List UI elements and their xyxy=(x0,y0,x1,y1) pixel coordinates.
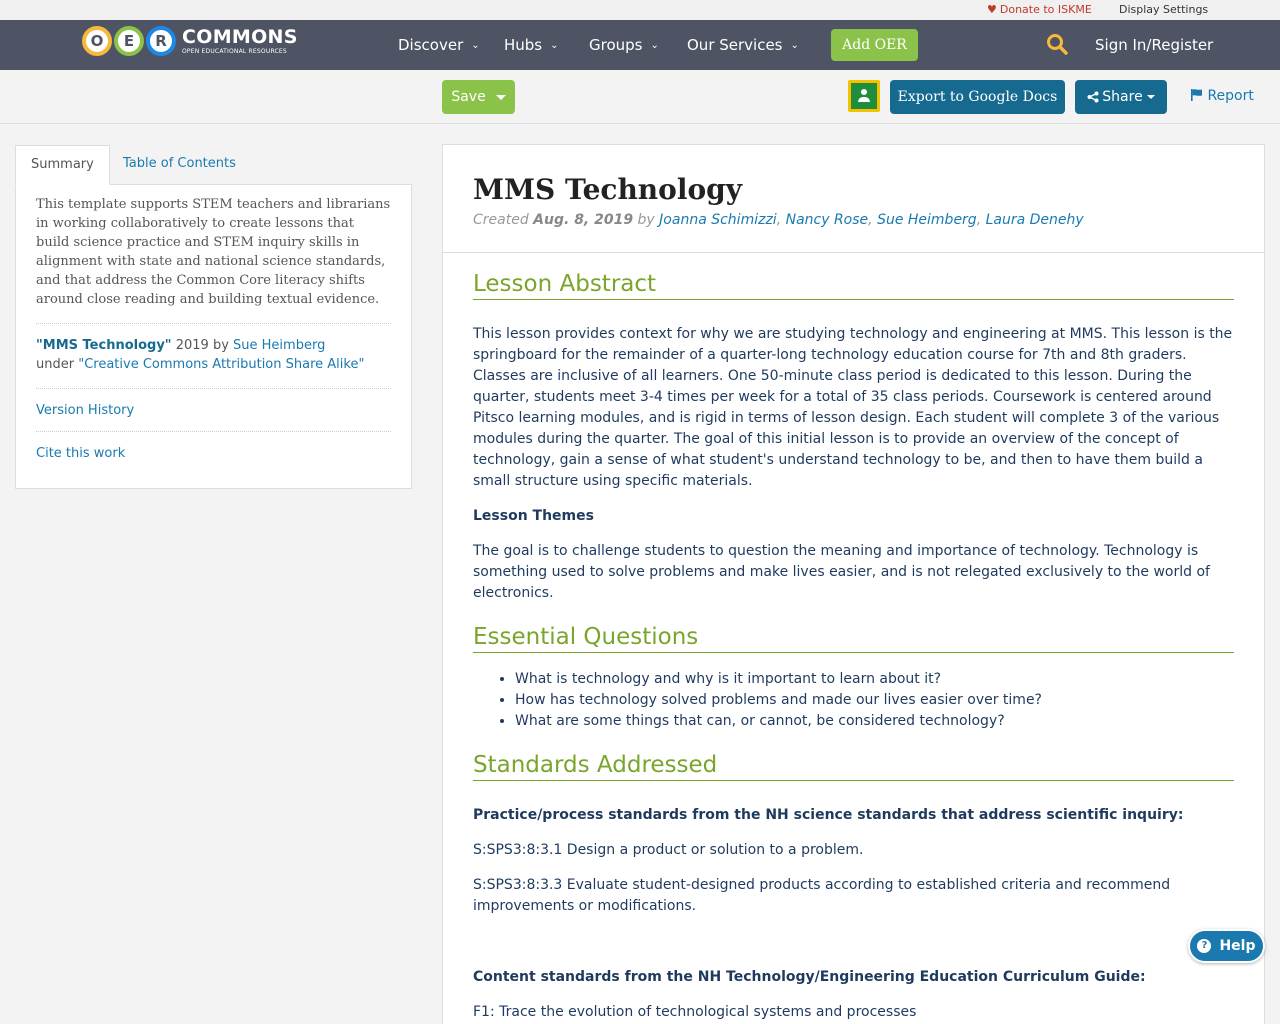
logo-letter-o: O xyxy=(82,26,112,56)
standard-item: S:SPS3:8:3.1 Design a product or solution to a problem. xyxy=(473,842,864,858)
utility-bar xyxy=(0,0,1280,20)
display-settings-link[interactable]: Display Settings xyxy=(1119,3,1209,16)
author-link[interactable]: Joanna Schimizzi xyxy=(659,212,777,228)
nav-our-services[interactable] xyxy=(687,36,799,54)
share-label: Share xyxy=(1102,89,1143,105)
nav-groups[interactable] xyxy=(589,36,659,54)
resource-toolbar xyxy=(0,70,1280,124)
license-info xyxy=(36,324,391,389)
nav-hubs-label: Hubs xyxy=(504,36,543,54)
google-classroom-icon[interactable] xyxy=(848,80,880,112)
content-standards-label: Content standards from the NH Technology/Engineering Education Curriculum Guide: xyxy=(473,969,1146,985)
report-label: Report xyxy=(1207,88,1254,104)
nav-hubs[interactable] xyxy=(504,36,559,54)
resource-meta: Created Aug. 8, 2019 by Joanna Schimizzi, Nancy Rose, Sue Heimberg, Laura Denehy xyxy=(473,212,1084,228)
nav-discover[interactable] xyxy=(398,36,480,54)
nav-services-label: Our Services xyxy=(687,36,783,54)
chevron-down-icon: ⌄ xyxy=(650,40,659,51)
created-date: Aug. 8, 2019 xyxy=(533,212,634,228)
sidebar-tabs xyxy=(15,145,412,184)
cite-this-work-link[interactable]: Cite this work xyxy=(36,446,126,461)
author-link[interactable]: Nancy Rose xyxy=(785,212,869,228)
search-icon[interactable] xyxy=(1046,33,1068,55)
essential-questions-heading: Essential Questions xyxy=(473,624,1234,653)
list-item: • How has technology solved problems and made our lives easier over time? xyxy=(515,690,1234,711)
lesson-themes-text: The goal is to challenge students to question the meaning and importance of technology. Technology is something used to solve problems and make lives easier, and is not relegated exclusively to the world of electronics. xyxy=(473,543,1210,601)
version-history-row xyxy=(36,389,391,432)
author-link[interactable]: Sue Heimberg xyxy=(877,212,977,228)
help-label: Help xyxy=(1219,938,1256,954)
essential-questions-list xyxy=(515,669,1234,732)
main-navbar xyxy=(0,20,1280,70)
list-item: • What is technology and why is it important to learn about it? xyxy=(515,669,1234,690)
cite-row xyxy=(36,432,391,474)
resource-description: This template supports STEM teachers and librarians in working collaboratively to create lessons that build science practice and STEM inquiry skills in alignment with state and national science standards, and that address the Common Core literacy shifts around close reading and building textual evidence. xyxy=(36,195,391,324)
license-under: under xyxy=(36,357,79,372)
logo-name: COMMONS xyxy=(182,25,298,48)
export-google-docs-button[interactable]: Export to Google Docs xyxy=(890,80,1065,114)
license-author-link[interactable]: Sue Heimberg xyxy=(233,338,326,353)
caret-down-icon xyxy=(1147,95,1155,99)
donate-link[interactable] xyxy=(987,3,1092,16)
license-year-by: 2019 by xyxy=(171,338,234,353)
list-item: • What are some things that can, or cannot, be considered technology? xyxy=(515,711,1234,732)
logo-tagline: OPEN EDUCATIONAL RESOURCES xyxy=(182,47,287,55)
standard-item: F1: Trace the evolution of technological systems and processes xyxy=(473,1004,917,1020)
report-link[interactable] xyxy=(1190,88,1254,104)
resource-title: MMS Technology xyxy=(473,173,742,206)
save-dropdown-button[interactable] xyxy=(442,80,515,114)
flag-icon xyxy=(1190,88,1203,101)
practice-standards-label: Practice/process standards from the NH science standards that address scientific inquiry: xyxy=(473,807,1184,823)
nav-discover-label: Discover xyxy=(398,36,464,54)
heart-icon: ♥ xyxy=(987,3,997,16)
oer-commons-logo[interactable] xyxy=(82,26,298,56)
tab-table-of-contents[interactable]: Table of Contents xyxy=(123,156,236,171)
chevron-down-icon: ⌄ xyxy=(790,40,799,51)
summary-panel xyxy=(15,184,412,489)
logo-letter-r: R xyxy=(146,26,176,56)
logo-letter-e: E xyxy=(114,26,144,56)
nav-groups-label: Groups xyxy=(589,36,643,54)
created-label: Created xyxy=(473,212,534,228)
help-button[interactable] xyxy=(1188,929,1265,963)
license-name-link[interactable]: "Creative Commons Attribution Share Alike" xyxy=(78,357,365,372)
standard-item: S:SPS3:8:3.3 Evaluate student-designed products according to established criteria and recommend improvements or modifications. xyxy=(473,877,1171,914)
resource-main xyxy=(442,144,1265,1024)
standards-addressed-heading: Standards Addressed xyxy=(473,752,1234,781)
version-history-link[interactable]: Version History xyxy=(36,403,135,418)
caret-down-icon xyxy=(496,95,506,100)
logo-text xyxy=(182,25,298,55)
by-label: by xyxy=(633,212,660,228)
resource-header xyxy=(443,145,1264,253)
share-icon xyxy=(1087,91,1099,103)
lesson-abstract-text: This lesson provides context for why we are studying technology and engineering at MMS. This lesson is the springboard for the remainder of a quarter-long technology education course for 7th and 8th graders. Classes are inclusive of all learners. One 50-minute class period is dedicated to this lesson. During the quarter, students meet 3-4 times per week for a total of 35 class periods. Coursework is centered around Pitsco learning modules, and is rigid in terms of lesson design. Each student will complete 3 of the various modules during the quarter. The goal of this initial lesson is to provide an overview of the concept of technology, gain a sense of what student's understand technology to be, and then to have them build a small structure using specific materials. xyxy=(473,326,1233,489)
resource-body xyxy=(443,253,1264,1023)
donate-label: Donate to ISKME xyxy=(999,3,1092,16)
summary-sidebar xyxy=(15,145,412,489)
save-label: Save xyxy=(451,89,486,105)
sign-in-register-link[interactable]: Sign In/Register xyxy=(1095,36,1214,54)
question-icon: ? xyxy=(1197,939,1211,953)
tab-summary[interactable]: Summary xyxy=(15,145,110,185)
license-work-title[interactable]: "MMS Technology" xyxy=(36,338,172,353)
add-oer-button[interactable]: Add OER xyxy=(831,29,918,61)
lesson-themes-label: Lesson Themes xyxy=(473,508,594,524)
chevron-down-icon: ⌄ xyxy=(550,40,559,51)
author-link[interactable]: Laura Denehy xyxy=(985,212,1084,228)
share-dropdown-button[interactable] xyxy=(1075,80,1167,114)
lesson-abstract-heading: Lesson Abstract xyxy=(473,271,1234,300)
chevron-down-icon: ⌄ xyxy=(471,40,480,51)
